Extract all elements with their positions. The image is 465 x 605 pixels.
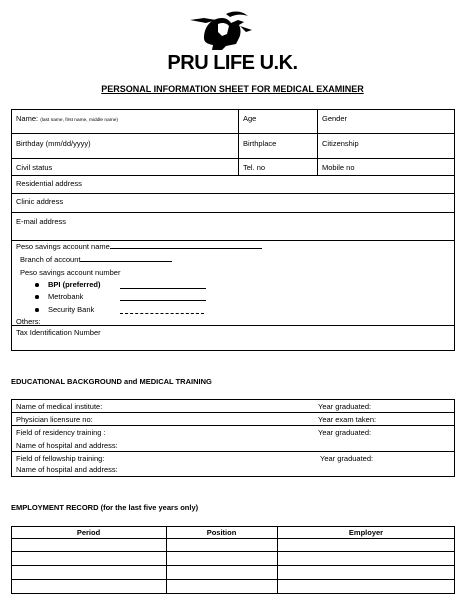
employment-heading: EMPLOYMENT RECORD (for the last five years only) bbox=[11, 503, 199, 512]
year-graduated-fellowship-label: Year graduated: bbox=[320, 454, 374, 463]
bank-security: Security Bank bbox=[48, 305, 95, 314]
column-position: Position bbox=[206, 528, 237, 537]
bank-bpi-line bbox=[120, 282, 206, 289]
bank-metrobank-line bbox=[120, 294, 206, 301]
bank-metrobank: Metrobank bbox=[48, 292, 84, 301]
bullet-icon bbox=[35, 295, 39, 299]
bank-bpi: BPI (preferred) bbox=[48, 280, 101, 289]
residency-hospital-label: Name of hospital and address: bbox=[16, 441, 118, 450]
tin-label: Tax Identification Number bbox=[16, 328, 101, 337]
page-title: PERSONAL INFORMATION SHEET FOR MEDICAL EXAMINER bbox=[101, 84, 364, 94]
year-graduated-label: Year graduated: bbox=[318, 402, 372, 411]
residency-label: Field of residency training : bbox=[16, 428, 106, 437]
brand-name: PRU LIFE U.K. bbox=[167, 52, 298, 74]
name-hint: (last name, first name, middle name) bbox=[40, 118, 119, 123]
bank-security-line bbox=[120, 307, 204, 314]
fellowship-hospital-label: Name of hospital and address: bbox=[16, 465, 118, 474]
peso-account-name-label: Peso savings account name bbox=[16, 242, 110, 251]
company-logo bbox=[0, 8, 465, 74]
tel-label: Tel. no bbox=[243, 163, 266, 172]
birthplace-label: Birthplace bbox=[243, 139, 277, 148]
institute-label: Name of medical institute: bbox=[16, 402, 103, 411]
year-exam-label: Year exam taken: bbox=[318, 415, 377, 424]
name-label: Name: bbox=[16, 114, 39, 123]
gender-label: Gender bbox=[322, 114, 348, 123]
age-label: Age bbox=[243, 114, 257, 123]
bullet-icon bbox=[35, 283, 39, 287]
branch-label: Branch of account bbox=[20, 255, 81, 264]
helmet-head-logo-icon bbox=[182, 8, 282, 50]
column-period: Period bbox=[76, 528, 101, 537]
mobile-label: Mobile no bbox=[322, 163, 355, 172]
citizenship-label: Citizenship bbox=[322, 139, 359, 148]
licensure-label: Physician licensure no: bbox=[16, 415, 93, 424]
bullet-icon bbox=[35, 308, 39, 312]
peso-account-name-line bbox=[110, 242, 262, 249]
email-address-label: E-mail address bbox=[16, 217, 67, 226]
peso-account-number-label: Peso savings account number bbox=[20, 268, 121, 277]
residential-address-label: Residential address bbox=[16, 179, 82, 188]
column-employer: Employer bbox=[348, 528, 384, 537]
year-graduated-residency-label: Year graduated: bbox=[318, 428, 372, 437]
others-label: Others: bbox=[16, 317, 41, 326]
education-heading: EDUCATIONAL BACKGROUND and MEDICAL TRAINING bbox=[11, 377, 212, 386]
fellowship-label: Field of fellowship training: bbox=[16, 454, 105, 463]
birthday-label: Birthday (mm/dd/yyyy) bbox=[16, 139, 91, 148]
branch-line bbox=[80, 255, 172, 262]
clinic-address-label: Clinic address bbox=[16, 197, 64, 206]
civil-status-label: Civil status bbox=[16, 163, 53, 172]
